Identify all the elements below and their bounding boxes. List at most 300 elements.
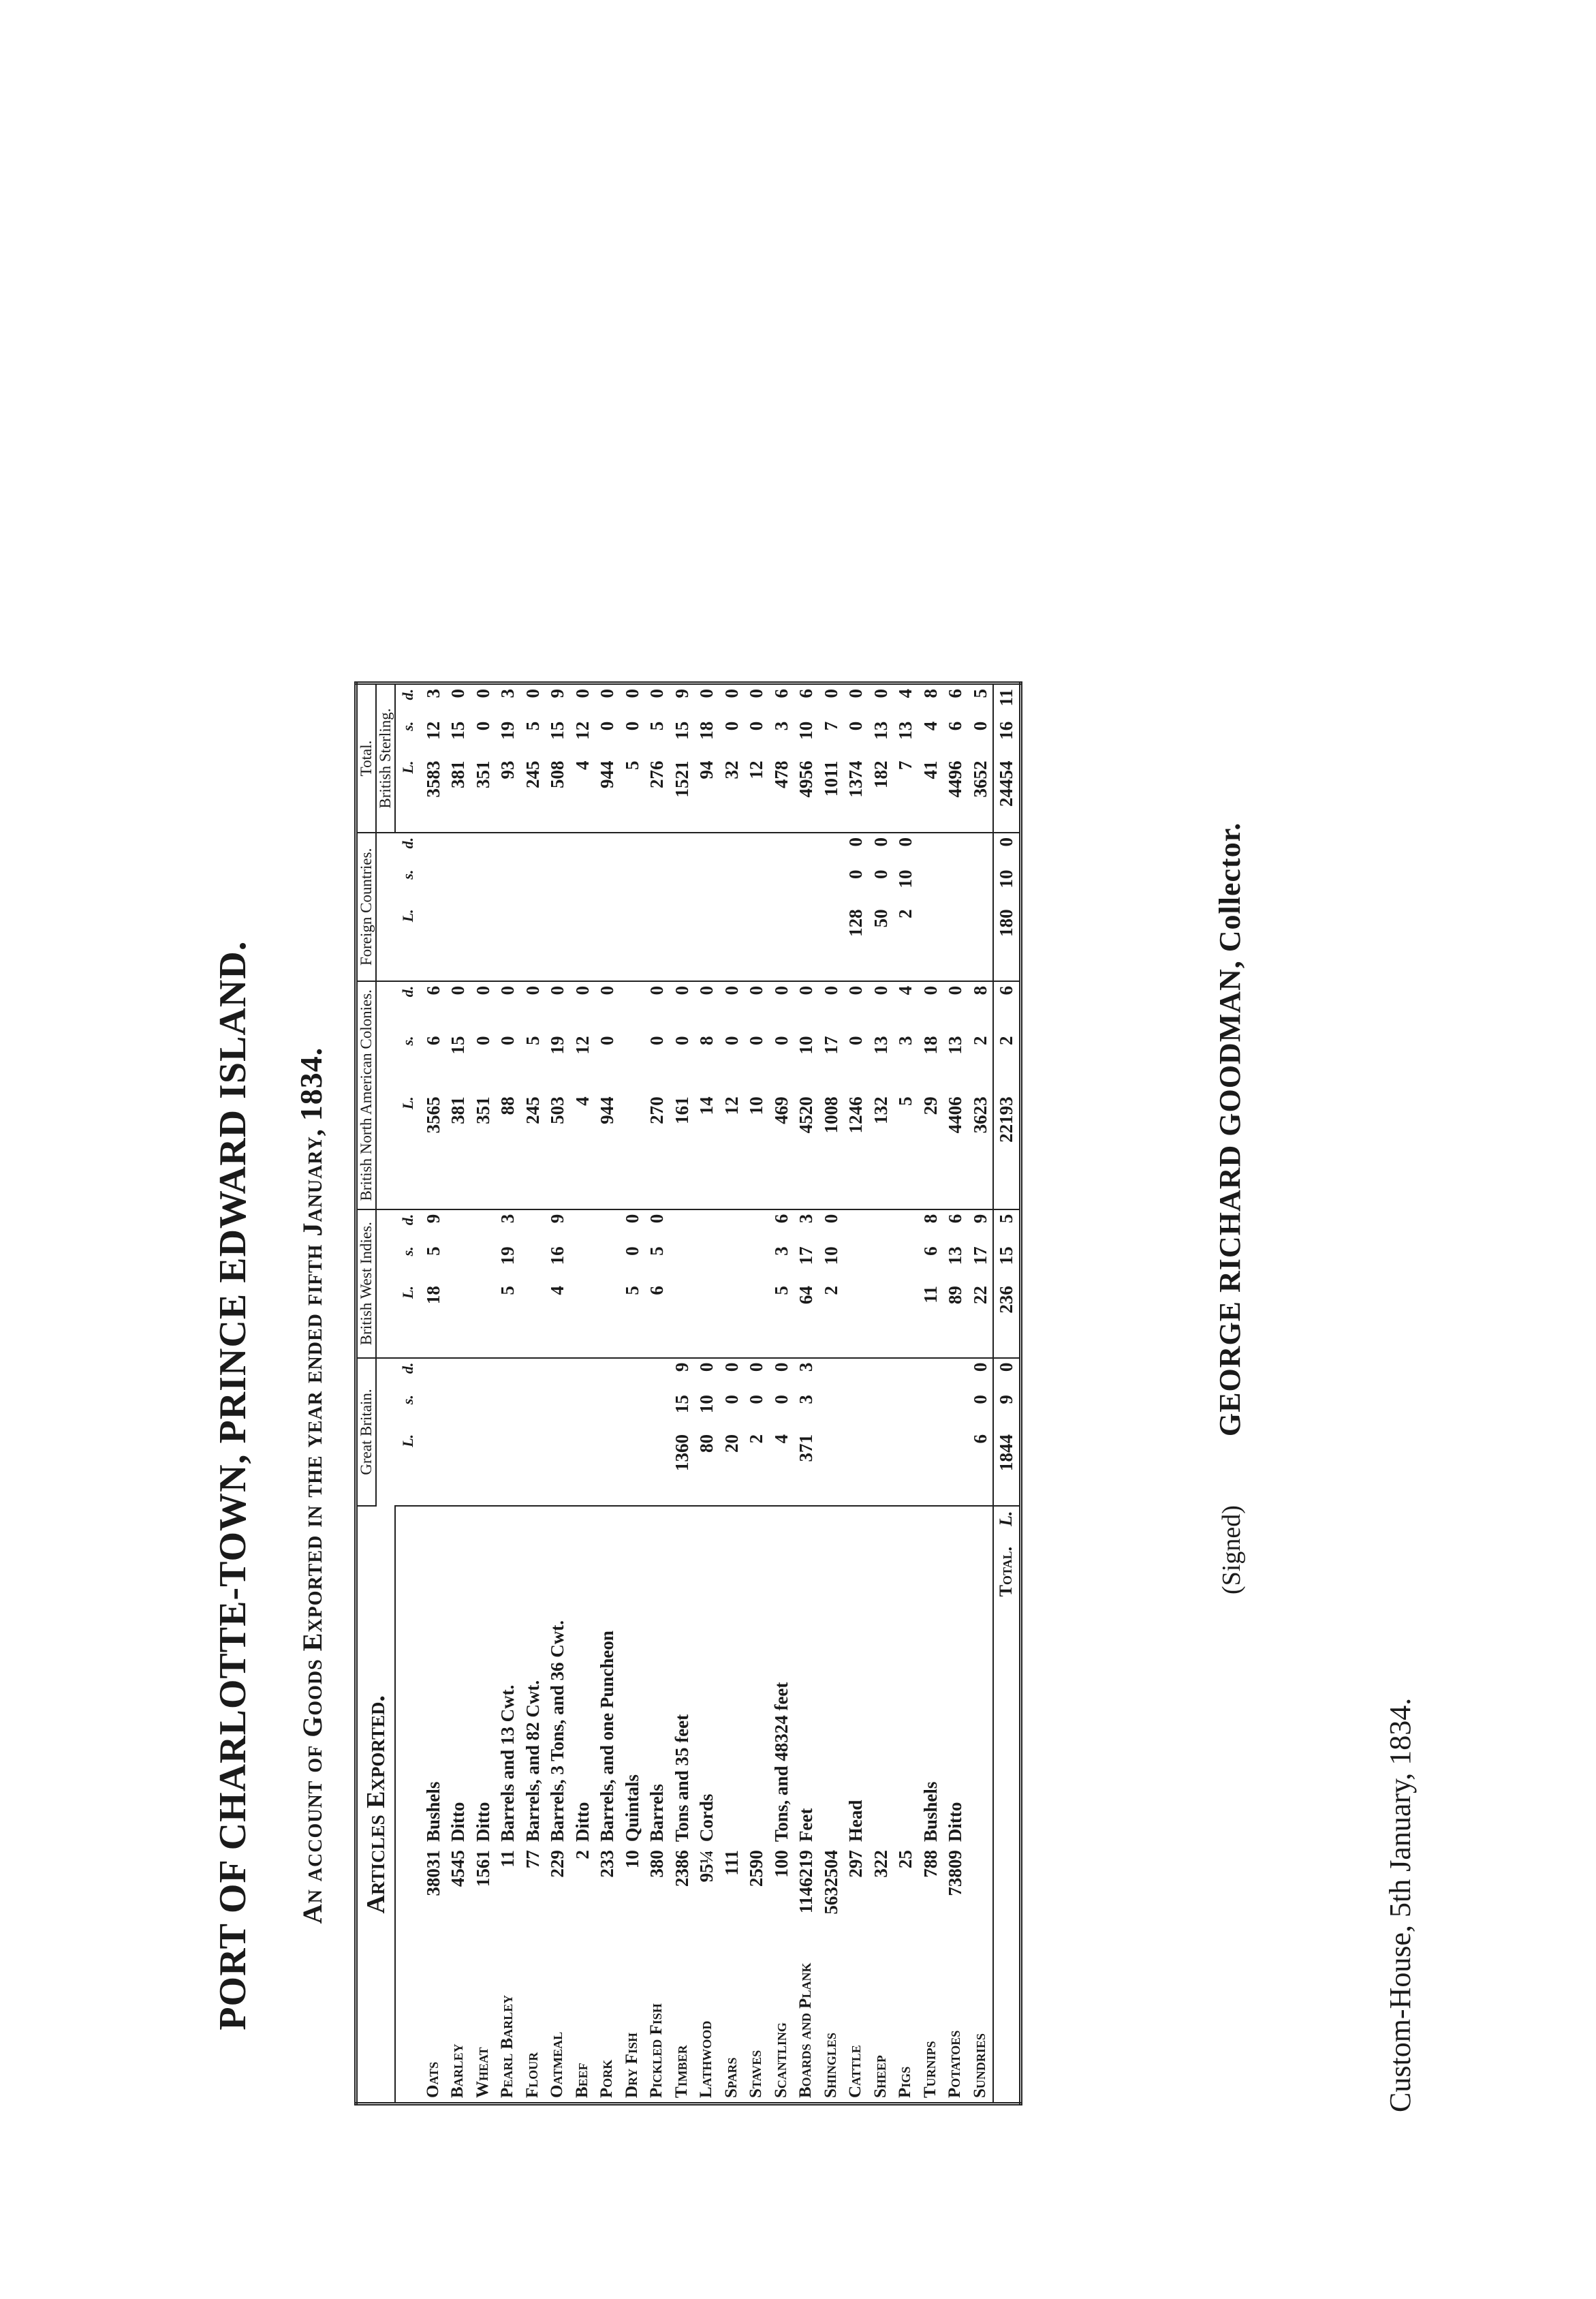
article-quantity: 1561 — [472, 1850, 493, 1887]
article-name: Timber — [672, 2045, 691, 2098]
unit-gb-d: d. — [398, 1362, 416, 1374]
table-row — [595, 683, 620, 2104]
value-gb-L — [495, 1430, 520, 1507]
value-tot-L: 93 — [495, 757, 520, 833]
value-gb-d — [893, 1358, 918, 1391]
value-wi-d: 3 — [796, 1214, 816, 1224]
value-fc-L — [694, 905, 719, 981]
total-tot-d: 11 — [993, 683, 1020, 718]
article-quantity: 2590 — [746, 1850, 766, 1887]
value-na-L: 381 — [445, 1092, 471, 1209]
value-tot-d: 0 — [721, 689, 742, 698]
value-fc-s — [819, 866, 844, 906]
value-tot-L: 1374 — [843, 757, 869, 833]
signer-name: GEORGE RICHARD GOODMAN, Collector. — [1213, 822, 1247, 1437]
table-row — [545, 683, 570, 2104]
article-name: Sundries — [970, 2033, 989, 2098]
total-tot-s: 16 — [993, 718, 1020, 757]
value-wi-s: 3 — [770, 1246, 792, 1256]
value-fc-d — [670, 833, 695, 866]
article-unit — [893, 1506, 918, 1846]
value-fc-s — [545, 866, 570, 906]
value-tot-d: 0 — [522, 689, 543, 698]
value-wi-L: 4 — [545, 1282, 570, 1358]
value-tot-L: 381 — [445, 757, 471, 833]
totals-label-unit: L. — [996, 1511, 1016, 1526]
value-gb-d — [445, 1358, 471, 1391]
value-gb-L — [421, 1430, 446, 1507]
value-gb-d: 9 — [671, 1362, 692, 1372]
value-fc-d — [968, 833, 994, 866]
value-na-s: 18 — [920, 1036, 941, 1055]
value-wi-s — [595, 1242, 620, 1282]
table-row — [943, 683, 968, 2104]
value-tot-L: 41 — [918, 757, 943, 833]
value-fc-d — [545, 833, 570, 866]
value-gb-L: 371 — [794, 1430, 819, 1507]
value-na-L: 88 — [495, 1092, 520, 1209]
value-gb-d — [570, 1358, 595, 1391]
value-tot-L: 4 — [570, 757, 595, 833]
value-fc-L — [769, 905, 794, 981]
value-tot-d: 6 — [945, 689, 965, 698]
table-row — [869, 683, 894, 2104]
value-tot-s: 15 — [671, 721, 692, 740]
value-na-s: 3 — [895, 1036, 916, 1045]
value-fc-L — [719, 905, 745, 981]
table-row — [769, 683, 794, 2104]
value-gb-L — [570, 1430, 595, 1507]
article-name: Scantling — [771, 2022, 790, 2098]
total-na-s: 2 — [993, 1032, 1020, 1092]
value-fc-L — [644, 905, 670, 981]
value-fc-d — [694, 833, 719, 866]
table-row — [694, 683, 719, 2104]
article-quantity: 297 — [845, 1850, 866, 1878]
value-gb-s — [445, 1391, 471, 1430]
value-tot-s: 4 — [920, 721, 941, 731]
article-unit: Barrels, 3 Tons, and 36 Cwt. — [547, 1620, 567, 1842]
total-gb-L: 1844 — [993, 1430, 1020, 1507]
total-wi-d: 5 — [993, 1209, 1020, 1243]
value-na-L: 503 — [545, 1092, 570, 1209]
value-na-s: 15 — [448, 1036, 468, 1055]
table-row — [620, 683, 645, 2104]
value-gb-L — [545, 1430, 570, 1507]
table-row — [918, 683, 943, 2104]
value-gb-d — [495, 1358, 520, 1391]
value-tot-s: 12 — [572, 721, 593, 740]
table-row — [719, 683, 745, 2104]
value-gb-L — [843, 1430, 869, 1507]
article-name: Boards and Plank — [796, 1962, 815, 2098]
value-wi-L — [670, 1282, 695, 1358]
table-row — [744, 683, 769, 2104]
value-gb-d — [843, 1358, 869, 1391]
value-tot-d: 6 — [770, 689, 792, 698]
value-gb-L: 20 — [719, 1430, 745, 1507]
header-foreign: Foreign Countries. — [356, 833, 377, 981]
value-wi-L: 64 — [794, 1282, 819, 1358]
value-tot-d: 5 — [969, 689, 990, 698]
value-na-d — [620, 981, 645, 1032]
value-wi-d — [843, 1209, 869, 1243]
value-wi-L — [471, 1282, 496, 1358]
value-fc-s — [644, 866, 670, 906]
value-tot-L: 478 — [769, 757, 794, 833]
value-fc-d — [918, 833, 943, 866]
value-wi-s: 6 — [920, 1246, 941, 1256]
value-tot-L: 508 — [545, 757, 570, 833]
article-unit — [968, 1506, 994, 1846]
table-body — [421, 683, 1021, 2104]
article-name: Beef — [572, 2063, 591, 2098]
article-quantity: 38031 — [422, 1850, 443, 1896]
value-tot-L: 182 — [869, 757, 894, 833]
value-wi-L: 6 — [644, 1282, 670, 1358]
value-na-s — [620, 1032, 645, 1092]
value-fc-d: 0 — [870, 837, 891, 847]
value-na-L: 351 — [471, 1092, 496, 1209]
total-na-L: 22193 — [993, 1092, 1020, 1209]
value-gb-d — [471, 1358, 496, 1391]
value-gb-d — [421, 1358, 446, 1391]
value-na-d: 0 — [870, 985, 891, 996]
article-unit — [719, 1506, 745, 1846]
value-tot-s: 7 — [820, 721, 841, 731]
value-gb-L: 80 — [694, 1430, 719, 1507]
value-gb-d: 0 — [721, 1362, 742, 1372]
value-na-s: 17 — [820, 1036, 841, 1055]
value-wi-d — [471, 1209, 496, 1243]
value-gb-d: 3 — [796, 1362, 816, 1372]
article-quantity: 95¼ — [696, 1850, 717, 1883]
article-unit — [819, 1506, 844, 1846]
value-gb-d — [520, 1358, 546, 1391]
subtitle-year: 1834. — [294, 1047, 328, 1122]
header-north-america: British North American Colonies. — [356, 981, 377, 1209]
value-gb-s: 0 — [770, 1395, 792, 1404]
value-na-d: 4 — [895, 985, 916, 996]
value-fc-L — [495, 905, 520, 981]
value-na-d: 0 — [448, 985, 468, 996]
value-fc-L — [545, 905, 570, 981]
value-fc-d — [620, 833, 645, 866]
value-tot-L: 276 — [644, 757, 670, 833]
total-tot-L: 24454 — [993, 757, 1020, 833]
value-na-L: 161 — [670, 1092, 695, 1209]
value-fc-d — [744, 833, 769, 866]
total-na-d: 6 — [993, 981, 1020, 1032]
value-na-L: 10 — [744, 1092, 769, 1209]
value-na-s: 0 — [671, 1036, 692, 1045]
value-na-d: 8 — [969, 985, 990, 996]
value-fc-d — [570, 833, 595, 866]
article-quantity: 380 — [646, 1850, 667, 1878]
value-fc-s — [670, 866, 695, 906]
value-na-d: 6 — [422, 985, 443, 996]
value-tot-d: 0 — [646, 689, 667, 698]
value-na-L: 29 — [918, 1092, 943, 1209]
value-gb-s — [918, 1391, 943, 1430]
article-quantity: 233 — [597, 1850, 617, 1878]
value-wi-s: 19 — [497, 1246, 518, 1265]
value-fc-s — [769, 866, 794, 906]
value-wi-s — [520, 1242, 546, 1282]
value-fc-L — [943, 905, 968, 981]
value-fc-s — [943, 866, 968, 906]
value-fc-L — [819, 905, 844, 981]
value-na-s: 5 — [522, 1036, 543, 1045]
value-fc-d — [595, 833, 620, 866]
total-fc-s: 10 — [993, 866, 1020, 906]
value-na-s: 19 — [547, 1036, 567, 1055]
value-gb-s: 0 — [721, 1395, 742, 1404]
value-tot-s: 5 — [646, 721, 667, 731]
rotated-page — [163, 68, 1458, 2112]
value-na-L: 944 — [595, 1092, 620, 1209]
value-na-d: 0 — [472, 985, 493, 996]
value-fc-L — [445, 905, 471, 981]
article-unit: Bushels — [422, 1781, 443, 1842]
article-quantity: 788 — [920, 1850, 941, 1878]
value-wi-s: 10 — [820, 1246, 841, 1265]
value-na-d: 0 — [796, 985, 816, 996]
total-fc-L: 180 — [993, 905, 1020, 981]
value-tot-s: 13 — [895, 721, 916, 740]
value-wi-d — [694, 1209, 719, 1243]
value-wi-L — [893, 1282, 918, 1358]
value-gb-s — [570, 1391, 595, 1430]
value-wi-s: 5 — [422, 1246, 443, 1256]
value-na-d: 0 — [746, 985, 766, 996]
value-na-L: 14 — [694, 1092, 719, 1209]
value-wi-s: 17 — [969, 1246, 990, 1265]
value-na-d: 0 — [945, 985, 965, 996]
value-fc-d — [819, 833, 844, 866]
table-row — [471, 683, 496, 2104]
value-fc-s — [471, 866, 496, 906]
value-wi-L — [694, 1282, 719, 1358]
total-wi-L: 236 — [993, 1282, 1020, 1358]
value-wi-d — [893, 1209, 918, 1243]
article-quantity — [968, 1846, 994, 1946]
value-gb-L — [869, 1430, 894, 1507]
article-unit: Barrels — [646, 1784, 667, 1842]
article-unit — [744, 1506, 769, 1846]
value-tot-s: 0 — [969, 721, 990, 731]
value-gb-d — [620, 1358, 645, 1391]
value-wi-L — [570, 1282, 595, 1358]
value-fc-s — [794, 866, 819, 906]
value-wi-L: 11 — [918, 1282, 943, 1358]
value-gb-s — [843, 1391, 869, 1430]
value-wi-d: 8 — [920, 1214, 941, 1224]
article-quantity: 229 — [547, 1850, 567, 1878]
value-gb-L — [819, 1430, 844, 1507]
article-name: Potatoes — [945, 2030, 964, 2098]
value-gb-d — [869, 1358, 894, 1391]
value-tot-d: 0 — [621, 689, 642, 698]
value-wi-d: 9 — [969, 1214, 990, 1224]
value-na-s: 0 — [721, 1036, 742, 1045]
value-gb-s — [893, 1391, 918, 1430]
article-name: Pearl Barley — [498, 1994, 516, 2098]
value-wi-s — [719, 1242, 745, 1282]
value-na-d: 0 — [920, 985, 941, 996]
page-title: PORT OF CHARLOTTE-TOWN, PRINCE EDWARD ISLAND. — [212, 940, 254, 2031]
value-gb-d: 0 — [696, 1362, 717, 1372]
value-wi-d: 0 — [646, 1214, 667, 1224]
article-unit: Tons, and 48324 feet — [770, 1682, 792, 1842]
table-row — [670, 683, 695, 2104]
value-fc-s — [520, 866, 546, 906]
value-na-L: 4 — [570, 1092, 595, 1209]
value-gb-s: 0 — [746, 1395, 766, 1404]
value-gb-L — [918, 1430, 943, 1507]
value-fc-L — [918, 905, 943, 981]
value-na-s: 0 — [770, 1036, 792, 1045]
table-row — [893, 683, 918, 2104]
value-na-d: 0 — [770, 985, 792, 996]
value-tot-s: 18 — [696, 721, 717, 740]
value-fc-L: 2 — [893, 905, 918, 981]
value-gb-d — [918, 1358, 943, 1391]
table-row — [445, 683, 471, 2104]
article-name: Oatmeal — [548, 2031, 566, 2098]
value-wi-L — [843, 1282, 869, 1358]
article-quantity: 5632504 — [820, 1850, 841, 1915]
value-wi-L — [719, 1282, 745, 1358]
value-na-s: 10 — [796, 1036, 816, 1055]
value-na-s: 0 — [472, 1036, 493, 1045]
value-fc-d — [719, 833, 745, 866]
value-wi-d — [445, 1209, 471, 1243]
value-wi-s — [445, 1242, 471, 1282]
value-na-d: 0 — [522, 985, 543, 996]
value-gb-L — [520, 1430, 546, 1507]
unit-na-s: s. — [398, 1036, 416, 1046]
value-fc-d — [471, 833, 496, 866]
value-gb-s — [495, 1391, 520, 1430]
article-unit: Tons and 35 feet — [671, 1714, 692, 1842]
value-na-s: 8 — [696, 1036, 717, 1045]
value-gb-s: 0 — [969, 1395, 990, 1404]
total-fc-d: 0 — [993, 833, 1020, 866]
value-tot-L: 4956 — [794, 757, 819, 833]
value-wi-s — [744, 1242, 769, 1282]
value-gb-d — [644, 1358, 670, 1391]
value-na-L: 5 — [893, 1092, 918, 1209]
value-tot-s: 6 — [945, 721, 965, 731]
article-quantity: 25 — [895, 1850, 916, 1869]
value-na-d: 0 — [696, 985, 717, 996]
value-gb-s — [869, 1391, 894, 1430]
value-fc-d — [794, 833, 819, 866]
value-wi-d: 0 — [820, 1214, 841, 1224]
value-gb-L — [595, 1430, 620, 1507]
value-na-L: 132 — [869, 1092, 894, 1209]
article-unit: Barrels and 13 Cwt. — [497, 1684, 518, 1842]
value-wi-s: 16 — [547, 1246, 567, 1265]
value-tot-d: 4 — [895, 689, 916, 698]
value-na-L: 245 — [520, 1092, 546, 1209]
value-wi-d: 6 — [770, 1214, 792, 1224]
value-wi-s: 0 — [621, 1246, 642, 1256]
value-fc-d: 0 — [895, 837, 916, 847]
value-fc-s — [421, 866, 446, 906]
article-unit: Feet — [796, 1808, 816, 1842]
value-gb-s: 15 — [671, 1395, 692, 1414]
value-gb-s — [620, 1391, 645, 1430]
value-tot-d: 8 — [920, 689, 941, 698]
value-na-L: 1008 — [819, 1092, 844, 1209]
value-wi-d — [670, 1209, 695, 1243]
article-name: Turnips — [920, 2041, 939, 2098]
article-unit — [869, 1506, 894, 1846]
value-fc-s: 10 — [895, 869, 916, 889]
value-wi-d: 9 — [422, 1214, 443, 1224]
value-fc-s: 0 — [845, 869, 866, 880]
value-na-s: 12 — [572, 1036, 593, 1055]
value-na-L: 4520 — [794, 1092, 819, 1209]
article-unit: Quintals — [621, 1774, 642, 1842]
value-fc-L — [421, 905, 446, 981]
article-name: Sheep — [871, 2055, 890, 2098]
value-fc-s — [918, 866, 943, 906]
totals-row — [993, 683, 1020, 2104]
value-fc-s — [445, 866, 471, 906]
value-wi-s — [869, 1242, 894, 1282]
value-tot-s: 13 — [870, 721, 891, 740]
value-tot-L: 3652 — [968, 757, 994, 833]
value-gb-L — [644, 1430, 670, 1507]
value-tot-L: 944 — [595, 757, 620, 833]
signature-line — [1212, 822, 1247, 1594]
value-gb-d: 0 — [746, 1362, 766, 1372]
value-na-s: 2 — [969, 1036, 990, 1045]
page-subtitle — [293, 859, 329, 2112]
article-name: Pickled Fish — [647, 2003, 666, 2098]
value-fc-s — [968, 866, 994, 906]
value-gb-L — [445, 1430, 471, 1507]
value-na-d: 0 — [597, 985, 617, 996]
value-na-s: 6 — [422, 1036, 443, 1045]
value-wi-s — [570, 1242, 595, 1282]
value-tot-L: 32 — [719, 757, 745, 833]
value-na-d: 0 — [547, 985, 567, 996]
value-wi-d — [719, 1209, 745, 1243]
unit-fc-s: s. — [398, 869, 416, 880]
value-fc-s — [744, 866, 769, 906]
value-tot-L: 245 — [520, 757, 546, 833]
value-na-L: 469 — [769, 1092, 794, 1209]
table-row — [495, 683, 520, 2104]
article-name: Wheat — [473, 2047, 492, 2098]
value-fc-L — [794, 905, 819, 981]
unit-gb-s: s. — [398, 1395, 416, 1405]
value-gb-s — [520, 1391, 546, 1430]
table-row — [570, 683, 595, 2104]
value-gb-s — [595, 1391, 620, 1430]
value-wi-s: 5 — [646, 1246, 667, 1256]
value-gb-s: 10 — [696, 1395, 717, 1414]
article-quantity: 2 — [572, 1850, 593, 1860]
article-name: Dry Fish — [622, 2033, 641, 2098]
article-name: Spars — [721, 2057, 740, 2098]
value-wi-L: 22 — [968, 1282, 994, 1358]
value-na-L: 270 — [644, 1092, 670, 1209]
